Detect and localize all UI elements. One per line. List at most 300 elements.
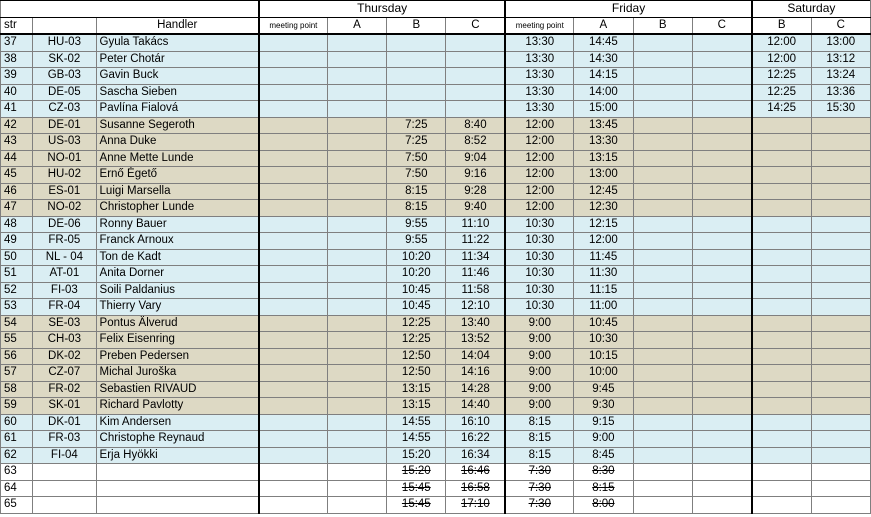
cell-sat-c <box>811 200 870 217</box>
cell-handler: Anna Duke <box>96 134 259 151</box>
cell-fri-b <box>633 299 692 316</box>
table-row <box>1 167 871 184</box>
cell-fri-a: 10:30 <box>574 332 633 349</box>
cell-fri-c <box>692 134 751 151</box>
cell-country-code <box>33 497 96 514</box>
cell-sat-b: 12:25 <box>752 68 811 85</box>
table-row <box>1 414 871 431</box>
cell-sat-c <box>811 299 870 316</box>
day-header-saturday: Saturday <box>752 1 871 18</box>
cell-fri-meeting-point: 7:30 <box>505 497 573 514</box>
cell-handler: Pavlína Fialová <box>96 101 259 118</box>
table-row <box>1 117 871 134</box>
cell-fri-a: 8:30 <box>574 464 633 481</box>
cell-thu-b: 12:50 <box>387 348 446 365</box>
cell-str: 47 <box>1 200 33 217</box>
col-header-fri-c: C <box>692 17 751 34</box>
table-row <box>1 84 871 101</box>
table-row <box>1 101 871 118</box>
cell-thu-a <box>327 167 386 184</box>
cell-fri-c <box>692 431 751 448</box>
cell-thu-c: 11:10 <box>446 216 505 233</box>
cell-sat-b: 12:00 <box>752 51 811 68</box>
cell-fri-a: 14:45 <box>574 34 633 51</box>
cell-fri-a: 11:30 <box>574 266 633 283</box>
cell-fri-c <box>692 84 751 101</box>
cell-fri-b <box>633 51 692 68</box>
cell-thu-a <box>327 266 386 283</box>
cell-fri-a: 10:15 <box>574 348 633 365</box>
cell-sat-c <box>811 150 870 167</box>
cell-thu-c: 9:28 <box>446 183 505 200</box>
cell-thu-c: 11:58 <box>446 282 505 299</box>
cell-fri-meeting-point: 10:30 <box>505 233 573 250</box>
cell-str: 40 <box>1 84 33 101</box>
cell-thu-b <box>387 84 446 101</box>
cell-fri-b <box>633 68 692 85</box>
day-header-row <box>1 1 871 18</box>
cell-fri-b <box>633 315 692 332</box>
cell-thu-a <box>327 183 386 200</box>
cell-fri-meeting-point: 9:00 <box>505 398 573 415</box>
cell-sat-c <box>811 183 870 200</box>
cell-handler: Pontus Älverud <box>96 315 259 332</box>
cell-str: 45 <box>1 167 33 184</box>
cell-thu-b: 7:50 <box>387 167 446 184</box>
cell-sat-b: 14:25 <box>752 101 811 118</box>
cell-str: 60 <box>1 414 33 431</box>
col-header-fri-b: B <box>633 17 692 34</box>
cell-fri-c <box>692 167 751 184</box>
table-row <box>1 332 871 349</box>
cell-str: 49 <box>1 233 33 250</box>
cell-fri-c <box>692 447 751 464</box>
cell-sat-b <box>752 299 811 316</box>
cell-thu-meeting-point <box>259 464 327 481</box>
cell-fri-a: 8:00 <box>574 497 633 514</box>
cell-fri-meeting-point: 13:30 <box>505 68 573 85</box>
cell-thu-b: 14:55 <box>387 414 446 431</box>
table-row <box>1 200 871 217</box>
cell-thu-a <box>327 447 386 464</box>
cell-thu-meeting-point <box>259 348 327 365</box>
cell-thu-meeting-point <box>259 480 327 497</box>
cell-thu-b: 7:25 <box>387 134 446 151</box>
cell-country-code: DK-01 <box>33 414 96 431</box>
cell-sat-c <box>811 249 870 266</box>
cell-fri-b <box>633 447 692 464</box>
cell-fri-a: 10:00 <box>574 365 633 382</box>
cell-str: 56 <box>1 348 33 365</box>
cell-sat-c <box>811 414 870 431</box>
cell-fri-c <box>692 332 751 349</box>
cell-fri-meeting-point: 7:30 <box>505 464 573 481</box>
cell-thu-meeting-point <box>259 150 327 167</box>
cell-fri-c <box>692 51 751 68</box>
cell-thu-meeting-point <box>259 51 327 68</box>
cell-str: 61 <box>1 431 33 448</box>
cell-handler: Ernő Égető <box>96 167 259 184</box>
cell-thu-c: 16:58 <box>446 480 505 497</box>
cell-country-code: NO-02 <box>33 200 96 217</box>
table-row <box>1 282 871 299</box>
cell-thu-meeting-point <box>259 34 327 51</box>
cell-fri-a: 8:45 <box>574 447 633 464</box>
cell-thu-a <box>327 315 386 332</box>
cell-fri-b <box>633 332 692 349</box>
cell-fri-b <box>633 414 692 431</box>
cell-handler <box>96 464 259 481</box>
cell-country-code: CZ-07 <box>33 365 96 382</box>
cell-thu-meeting-point <box>259 266 327 283</box>
table-row <box>1 134 871 151</box>
cell-thu-a <box>327 200 386 217</box>
cell-sat-b: 12:25 <box>752 84 811 101</box>
cell-fri-a: 8:15 <box>574 480 633 497</box>
table-row <box>1 233 871 250</box>
cell-sat-b <box>752 134 811 151</box>
cell-thu-b: 15:45 <box>387 480 446 497</box>
cell-sat-b <box>752 266 811 283</box>
cell-country-code: FR-03 <box>33 431 96 448</box>
cell-fri-meeting-point: 9:00 <box>505 381 573 398</box>
cell-thu-a <box>327 68 386 85</box>
cell-thu-c: 13:40 <box>446 315 505 332</box>
cell-sat-b <box>752 233 811 250</box>
cell-thu-b <box>387 51 446 68</box>
cell-thu-b <box>387 101 446 118</box>
cell-thu-b: 15:20 <box>387 464 446 481</box>
cell-fri-meeting-point: 9:00 <box>505 365 573 382</box>
cell-fri-c <box>692 117 751 134</box>
cell-thu-meeting-point <box>259 249 327 266</box>
cell-fri-b <box>633 497 692 514</box>
cell-thu-a <box>327 150 386 167</box>
cell-fri-b <box>633 480 692 497</box>
cell-fri-b <box>633 134 692 151</box>
cell-thu-a <box>327 381 386 398</box>
cell-thu-a <box>327 431 386 448</box>
cell-handler: Preben Pedersen <box>96 348 259 365</box>
cell-fri-c <box>692 101 751 118</box>
cell-thu-a <box>327 480 386 497</box>
cell-country-code: NO-01 <box>33 150 96 167</box>
cell-thu-a <box>327 84 386 101</box>
cell-thu-meeting-point <box>259 315 327 332</box>
cell-handler: Anne Mette Lunde <box>96 150 259 167</box>
cell-fri-a: 12:45 <box>574 183 633 200</box>
cell-fri-meeting-point: 12:00 <box>505 134 573 151</box>
cell-handler: Sascha Sieben <box>96 84 259 101</box>
cell-sat-b <box>752 117 811 134</box>
cell-country-code: DK-02 <box>33 348 96 365</box>
cell-fri-a: 14:00 <box>574 84 633 101</box>
cell-str: 39 <box>1 68 33 85</box>
cell-fri-b <box>633 34 692 51</box>
cell-thu-meeting-point <box>259 134 327 151</box>
cell-country-code: FI-04 <box>33 447 96 464</box>
cell-fri-meeting-point: 13:30 <box>505 84 573 101</box>
cell-country-code: CZ-03 <box>33 101 96 118</box>
cell-fri-b <box>633 282 692 299</box>
cell-thu-meeting-point <box>259 68 327 85</box>
cell-thu-meeting-point <box>259 117 327 134</box>
col-header-sat-c: C <box>811 17 870 34</box>
cell-sat-b <box>752 464 811 481</box>
col-header-sat-b: B <box>752 17 811 34</box>
cell-sat-b <box>752 447 811 464</box>
col-header-thu-c: C <box>446 17 505 34</box>
table-row <box>1 431 871 448</box>
cell-sat-c <box>811 233 870 250</box>
cell-thu-b: 9:55 <box>387 216 446 233</box>
cell-thu-c: 16:34 <box>446 447 505 464</box>
cell-fri-meeting-point: 9:00 <box>505 348 573 365</box>
col-header-handler: Handler <box>96 17 259 34</box>
cell-sat-c <box>811 332 870 349</box>
cell-fri-a: 14:15 <box>574 68 633 85</box>
cell-country-code: NL - 04 <box>33 249 96 266</box>
cell-sat-b <box>752 332 811 349</box>
cell-thu-b: 10:20 <box>387 249 446 266</box>
cell-thu-meeting-point <box>259 216 327 233</box>
cell-fri-meeting-point: 8:15 <box>505 431 573 448</box>
cell-sat-b <box>752 381 811 398</box>
cell-str: 52 <box>1 282 33 299</box>
cell-fri-a: 11:45 <box>574 249 633 266</box>
cell-str: 53 <box>1 299 33 316</box>
cell-fri-meeting-point: 9:00 <box>505 315 573 332</box>
cell-fri-a: 15:00 <box>574 101 633 118</box>
cell-thu-a <box>327 332 386 349</box>
cell-fri-a: 9:00 <box>574 431 633 448</box>
cell-handler: Sebastien RIVAUD <box>96 381 259 398</box>
cell-thu-b: 10:20 <box>387 266 446 283</box>
day-header-thursday: Thursday <box>259 1 505 18</box>
col-header-fri-meeting-point: meeting point <box>505 17 573 34</box>
cell-thu-c: 9:16 <box>446 167 505 184</box>
cell-fri-b <box>633 266 692 283</box>
cell-sat-c: 13:36 <box>811 84 870 101</box>
cell-thu-c: 11:46 <box>446 266 505 283</box>
cell-thu-b: 12:25 <box>387 332 446 349</box>
cell-thu-b: 13:15 <box>387 381 446 398</box>
cell-str: 58 <box>1 381 33 398</box>
cell-thu-c: 11:22 <box>446 233 505 250</box>
cell-thu-c: 13:52 <box>446 332 505 349</box>
cell-fri-b <box>633 216 692 233</box>
cell-fri-c <box>692 216 751 233</box>
cell-fri-b <box>633 249 692 266</box>
cell-fri-meeting-point: 12:00 <box>505 150 573 167</box>
cell-sat-b <box>752 200 811 217</box>
cell-country-code: AT-01 <box>33 266 96 283</box>
cell-handler: Ton de Kadt <box>96 249 259 266</box>
cell-sat-c: 15:30 <box>811 101 870 118</box>
cell-sat-c <box>811 398 870 415</box>
cell-sat-b <box>752 249 811 266</box>
table-row <box>1 398 871 415</box>
cell-sat-b <box>752 398 811 415</box>
cell-fri-c <box>692 266 751 283</box>
table-row <box>1 497 871 514</box>
cell-handler: Kim Andersen <box>96 414 259 431</box>
cell-handler: Franck Arnoux <box>96 233 259 250</box>
cell-fri-b <box>633 431 692 448</box>
cell-sat-c <box>811 497 870 514</box>
cell-fri-c <box>692 414 751 431</box>
cell-thu-c: 8:52 <box>446 134 505 151</box>
cell-fri-meeting-point: 12:00 <box>505 183 573 200</box>
cell-thu-a <box>327 348 386 365</box>
cell-str: 46 <box>1 183 33 200</box>
cell-thu-a <box>327 233 386 250</box>
cell-thu-meeting-point <box>259 414 327 431</box>
cell-sat-c <box>811 216 870 233</box>
cell-country-code: ES-01 <box>33 183 96 200</box>
cell-fri-b <box>633 150 692 167</box>
cell-thu-a <box>327 134 386 151</box>
cell-handler: Luigi Marsella <box>96 183 259 200</box>
cell-sat-b <box>752 365 811 382</box>
cell-fri-c <box>692 464 751 481</box>
table-row <box>1 447 871 464</box>
day-header-friday: Friday <box>505 1 751 18</box>
cell-country-code <box>33 464 96 481</box>
cell-fri-meeting-point: 9:00 <box>505 332 573 349</box>
cell-thu-c: 14:16 <box>446 365 505 382</box>
cell-handler: Ronny Bauer <box>96 216 259 233</box>
cell-country-code: GB-03 <box>33 68 96 85</box>
cell-fri-meeting-point: 10:30 <box>505 266 573 283</box>
cell-thu-b: 13:15 <box>387 398 446 415</box>
cell-country-code: FI-03 <box>33 282 96 299</box>
table-row <box>1 216 871 233</box>
cell-fri-a: 9:30 <box>574 398 633 415</box>
cell-country-code: FR-04 <box>33 299 96 316</box>
cell-handler: Gyula Takács <box>96 34 259 51</box>
cell-country-code: SK-02 <box>33 51 96 68</box>
cell-handler: Felix Eisenring <box>96 332 259 349</box>
cell-fri-b <box>633 233 692 250</box>
cell-thu-c: 12:10 <box>446 299 505 316</box>
cell-str: 37 <box>1 34 33 51</box>
cell-fri-meeting-point: 8:15 <box>505 414 573 431</box>
cell-thu-b <box>387 68 446 85</box>
cell-sat-c <box>811 480 870 497</box>
cell-fri-b <box>633 84 692 101</box>
cell-thu-c: 9:04 <box>446 150 505 167</box>
cell-thu-c <box>446 34 505 51</box>
table-row <box>1 299 871 316</box>
cell-handler: Michal Juroška <box>96 365 259 382</box>
cell-fri-b <box>633 381 692 398</box>
cell-thu-c: 14:40 <box>446 398 505 415</box>
cell-thu-a <box>327 34 386 51</box>
cell-sat-c <box>811 315 870 332</box>
cell-fri-meeting-point: 10:30 <box>505 282 573 299</box>
cell-country-code: HU-02 <box>33 167 96 184</box>
cell-sat-c <box>811 447 870 464</box>
cell-handler: Erja Hyökki <box>96 447 259 464</box>
cell-thu-meeting-point <box>259 497 327 514</box>
cell-thu-b: 10:45 <box>387 282 446 299</box>
cell-str: 41 <box>1 101 33 118</box>
cell-thu-c: 8:40 <box>446 117 505 134</box>
cell-handler: Thierry Vary <box>96 299 259 316</box>
cell-thu-b: 15:20 <box>387 447 446 464</box>
table-row <box>1 34 871 51</box>
cell-str: 43 <box>1 134 33 151</box>
cell-fri-c <box>692 299 751 316</box>
cell-thu-meeting-point <box>259 431 327 448</box>
cell-sat-c <box>811 167 870 184</box>
cell-country-code: DE-05 <box>33 84 96 101</box>
column-header-row <box>1 17 871 34</box>
cell-thu-meeting-point <box>259 332 327 349</box>
cell-fri-a: 11:00 <box>574 299 633 316</box>
cell-thu-a <box>327 497 386 514</box>
cell-thu-c <box>446 51 505 68</box>
cell-thu-meeting-point <box>259 167 327 184</box>
cell-str: 63 <box>1 464 33 481</box>
cell-thu-meeting-point <box>259 365 327 382</box>
cell-fri-meeting-point: 8:15 <box>505 447 573 464</box>
cell-sat-c: 13:24 <box>811 68 870 85</box>
cell-thu-c: 14:28 <box>446 381 505 398</box>
cell-handler: Susanne Segeroth <box>96 117 259 134</box>
table-row <box>1 68 871 85</box>
cell-fri-meeting-point: 10:30 <box>505 216 573 233</box>
cell-fri-meeting-point: 10:30 <box>505 249 573 266</box>
cell-sat-c <box>811 431 870 448</box>
cell-country-code: SK-01 <box>33 398 96 415</box>
cell-fri-meeting-point: 12:00 <box>505 167 573 184</box>
cell-fri-c <box>692 34 751 51</box>
cell-sat-b: 12:00 <box>752 34 811 51</box>
cell-country-code: US-03 <box>33 134 96 151</box>
cell-fri-b <box>633 398 692 415</box>
cell-handler: Anita Dorner <box>96 266 259 283</box>
cell-thu-b: 14:55 <box>387 431 446 448</box>
cell-thu-meeting-point <box>259 381 327 398</box>
cell-fri-a: 14:30 <box>574 51 633 68</box>
cell-thu-b: 15:45 <box>387 497 446 514</box>
cell-sat-b <box>752 183 811 200</box>
cell-country-code <box>33 480 96 497</box>
cell-fri-c <box>692 183 751 200</box>
cell-sat-c <box>811 134 870 151</box>
col-header-thu-a: A <box>327 17 386 34</box>
cell-fri-a: 12:15 <box>574 216 633 233</box>
cell-fri-b <box>633 183 692 200</box>
cell-thu-meeting-point <box>259 282 327 299</box>
cell-thu-a <box>327 398 386 415</box>
cell-handler: Gavin Buck <box>96 68 259 85</box>
cell-str: 62 <box>1 447 33 464</box>
cell-thu-meeting-point <box>259 233 327 250</box>
cell-fri-meeting-point: 12:00 <box>505 117 573 134</box>
cell-sat-c <box>811 381 870 398</box>
cell-sat-b <box>752 150 811 167</box>
cell-thu-b: 8:15 <box>387 183 446 200</box>
cell-sat-b <box>752 315 811 332</box>
cell-thu-a <box>327 51 386 68</box>
cell-fri-a: 12:00 <box>574 233 633 250</box>
cell-thu-a <box>327 249 386 266</box>
cell-fri-a: 9:45 <box>574 381 633 398</box>
cell-thu-a <box>327 101 386 118</box>
